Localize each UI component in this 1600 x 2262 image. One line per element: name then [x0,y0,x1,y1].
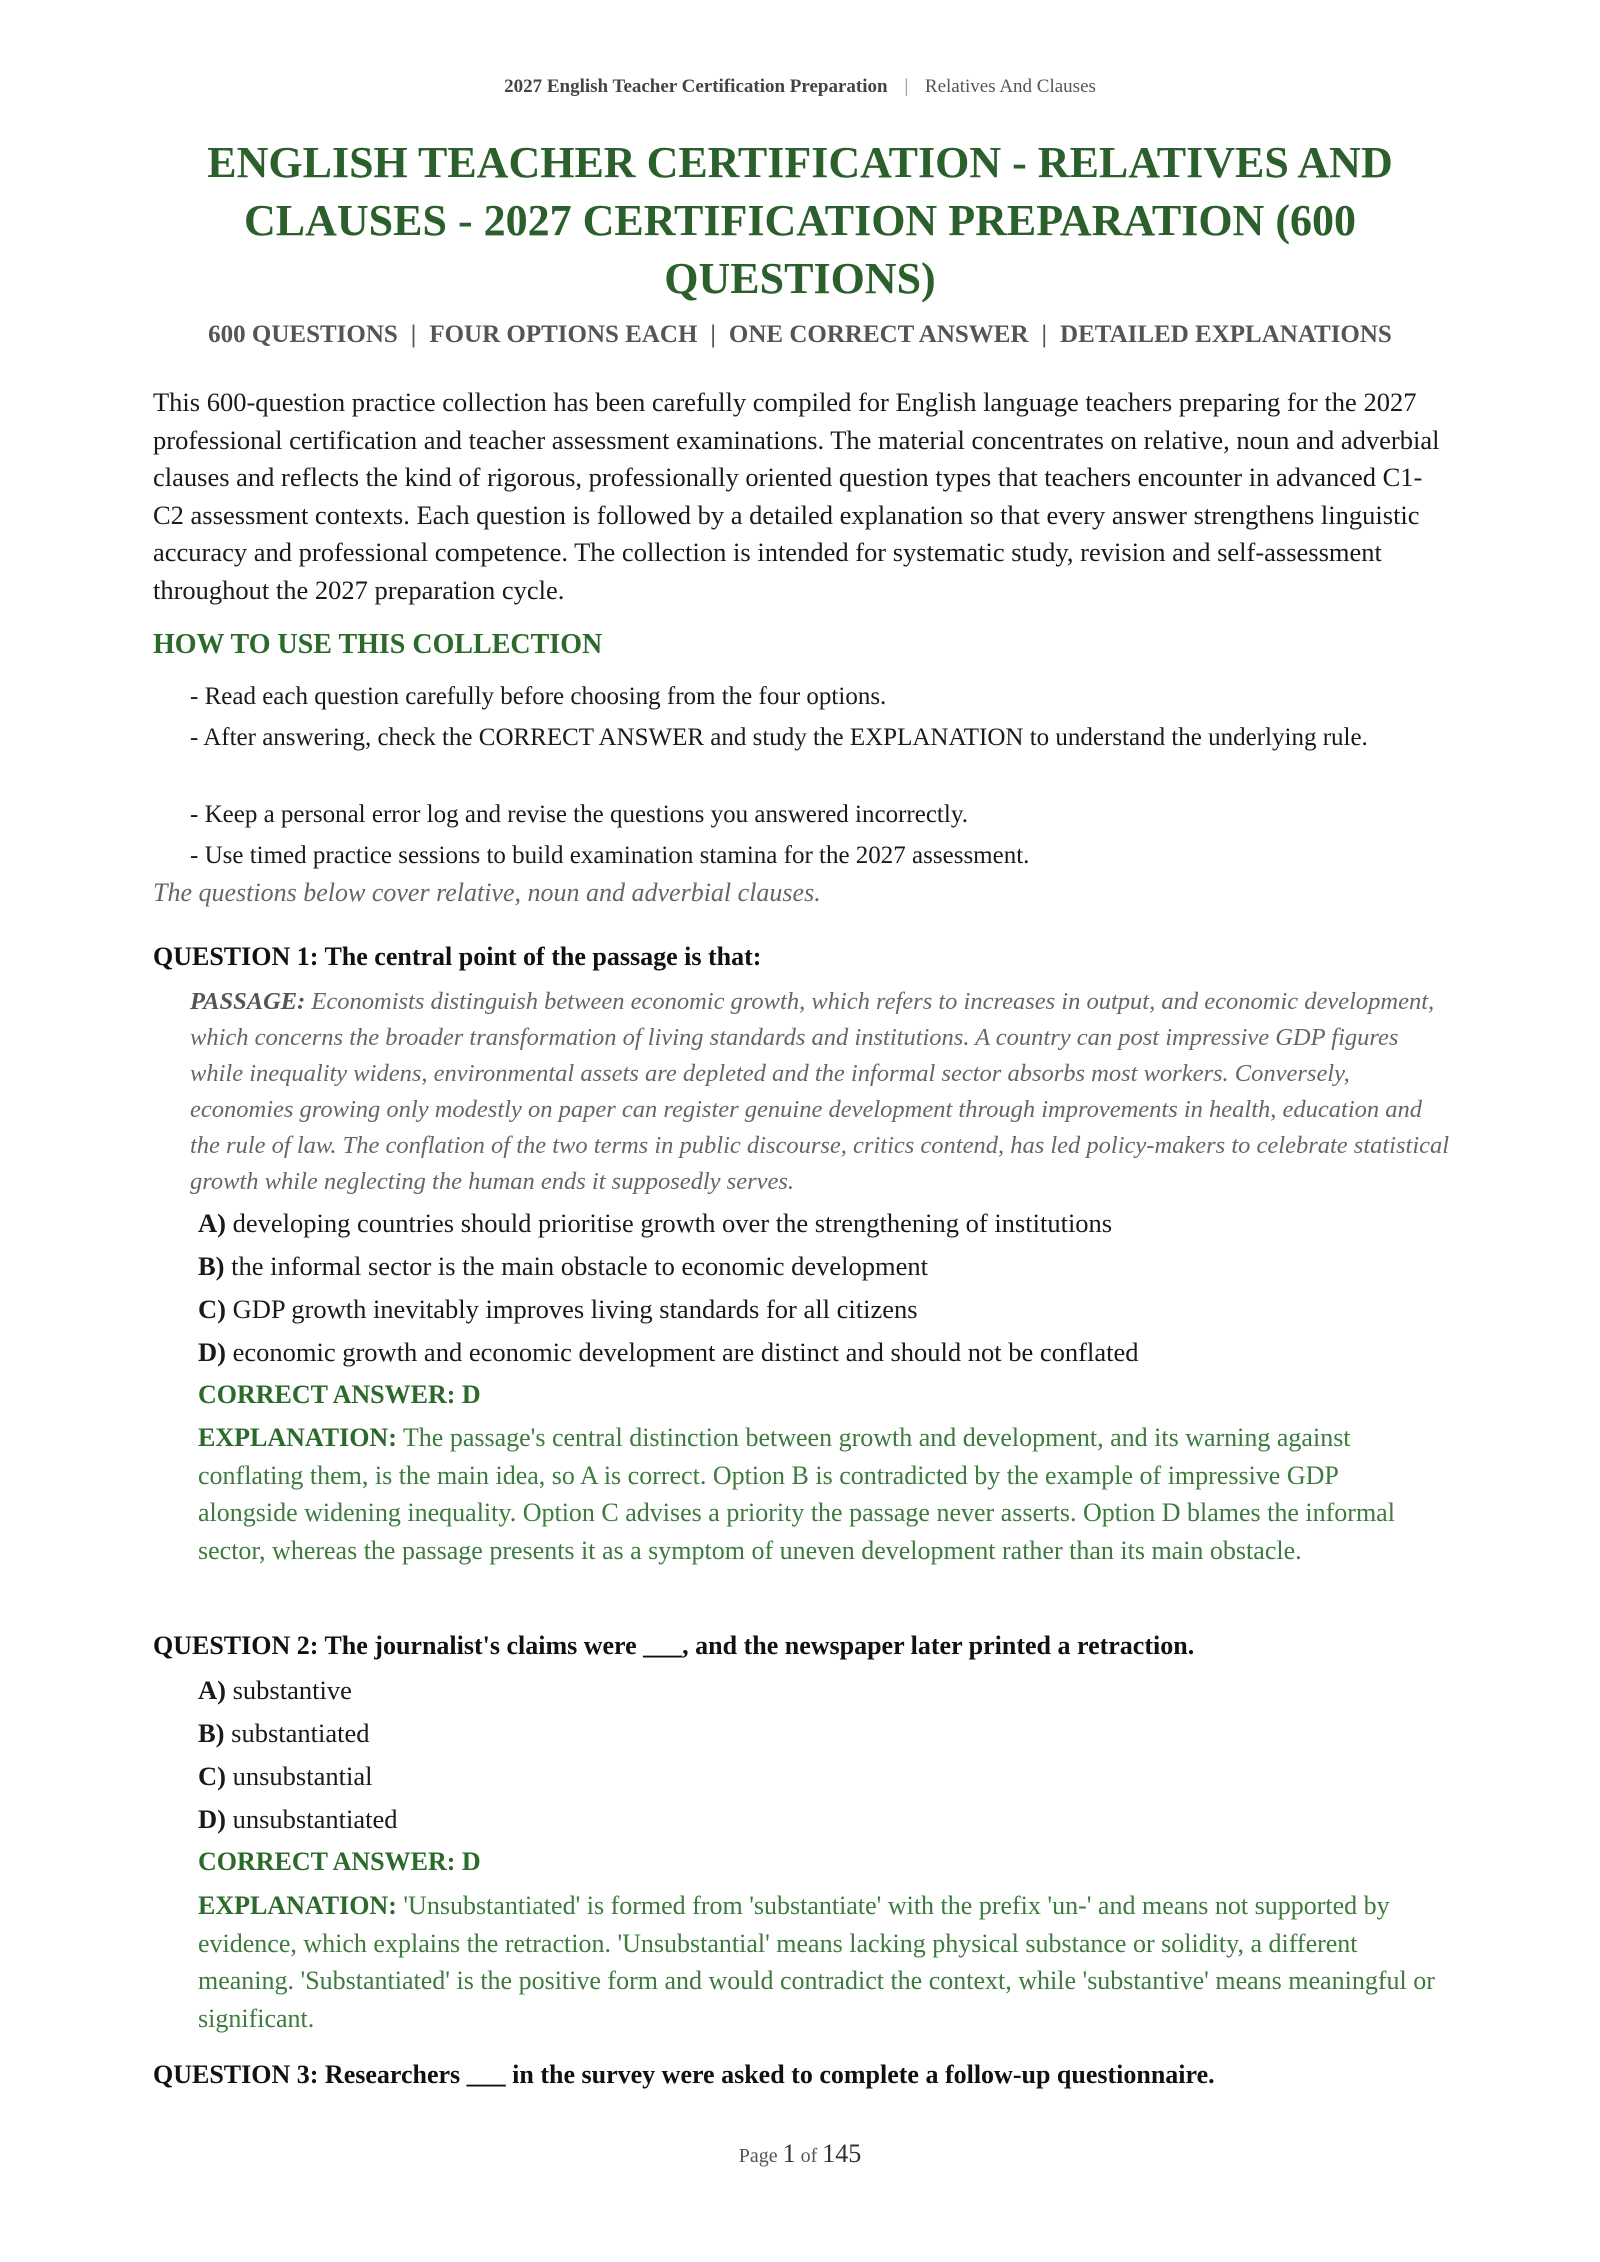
subheading-separator: | [710,321,716,348]
subheading-item: FOUR OPTIONS EACH [429,321,698,348]
subheading-item: 600 QUESTIONS [208,321,398,348]
option-letter: C) [198,1761,226,1791]
option-letter: D) [198,1337,226,1367]
question-1-title: QUESTION 1: The central point of the passage is that: [153,942,762,971]
question-2-title: QUESTION 2: The journalist's claims were ___, and the newspaper later printed a retraction. [153,1631,1195,1660]
question-2-option-d [198,1804,1438,1835]
option-letter: D) [198,1804,226,1834]
subheading-separator: | [1041,321,1048,348]
option-text: substantiated [231,1718,370,1748]
option-text: economic growth and economic development are distinct and should not be conflated [232,1337,1139,1367]
option-letter: A) [198,1208,226,1238]
explanation-text: 'Unsubstantiated' is formed from 'substantiate' with the prefix 'un-' and means not supported by evidence, which explains the retraction. 'Unsubstantial' means lacking physical substance or solidity, a different meaning. 'Substantiated' is the positive form and would contradict the context, while 'substantive' means meaningful or significant. [198,1891,1435,2033]
of-word: of [800,2145,818,2167]
how-to-item: - Read each question carefully before choosing from the four options. [190,683,887,710]
option-letter: B) [198,1251,225,1281]
option-text: developing countries should prioritise growth over the strengthening of institutions [232,1208,1113,1238]
option-text: unsubstantial [232,1761,373,1791]
question-2-correct-answer: CORRECT ANSWER: D [198,1847,481,1876]
question-2-option-b [198,1718,1438,1749]
question-1-option-c [198,1294,1438,1325]
running-header-title: 2027 English Teacher Certification Preparation [504,76,888,97]
question-1-option-d [198,1337,1438,1368]
subheading-separator: | [410,321,417,348]
running-header-separator: | [904,76,909,97]
explanation-label: EXPLANATION: [198,1423,397,1452]
question-1-correct-answer: CORRECT ANSWER: D [198,1380,481,1409]
question-2-explanation [198,1887,1443,2037]
subheading-item: DETAILED EXPLANATIONS [1060,321,1392,348]
question-3-title: QUESTION 3: Researchers ___ in the survey were asked to complete a follow-up questionnaire. [153,2060,1215,2089]
how-to-item: - After answering, check the CORRECT ANSWER and study the EXPLANATION to understand the underlying rule. [190,724,1368,751]
scope-note: The questions below cover relative, noun and adverbial clauses. [153,878,821,907]
intro-paragraph: This 600-question practice collection has been carefully compiled for English language teachers preparing for the 2027 professional certification and teacher assessment examinations. The material concentrates on relative, noun and adverbial clauses and reflects the kind of rigorous, professionally oriented question types that teachers encounter in advanced C1-C2 assessment contexts. Each question is followed by a detailed explanation so that every answer strengthens linguistic accuracy and professional competence. The collection is intended for systematic study, revision and self-assessment throughout the 2027 preparation cycle. [153,387,1440,605]
running-header-section: Relatives And Clauses [924,76,1096,97]
option-text: unsubstantiated [232,1804,398,1834]
running-header [0,76,1600,98]
page-number: 1 [782,2139,796,2168]
how-to-heading: HOW TO USE THIS COLLECTION [153,629,603,660]
question-1-explanation [198,1419,1443,1569]
document-title: ENGLISH TEACHER CERTIFICATION - RELATIVES AND CLAUSES - 2027 CERTIFICATION PREPARATION (600 QUESTIONS) [207,138,1393,303]
option-letter: A) [198,1675,226,1705]
passage-text: Economists distinguish between economic growth, which refers to increases in output, and economic development, which concerns the broader transformation of living standards and institutions. A country can post impressive GDP figures while inequality widens, environmental assets are depleted and the informal sector absorbs most workers. Conversely, economies growing only modestly on paper can register genuine development through improvements in health, education and the rule of law. The conflation of the two terms in public discourse, critics contend, has led policy-makers to celebrate statistical growth while neglecting the human ends it supposedly serves. [190,988,1450,1195]
how-to-item: - Keep a personal error log and revise the questions you answered incorrectly. [190,801,968,828]
explanation-label: EXPLANATION: [198,1891,397,1920]
question-1-option-a [198,1208,1438,1239]
subheading-item: ONE CORRECT ANSWER [728,321,1029,348]
option-letter: C) [198,1294,226,1324]
how-to-item: - Use timed practice sessions to build examination stamina for the 2027 assessment. [190,842,1030,869]
question-2-option-c [198,1761,1438,1792]
passage-label: PASSAGE: [190,988,306,1015]
question-1-passage [190,984,1450,1200]
question-2-option-a [198,1675,1438,1706]
page-word: Page [738,2145,778,2167]
document-subheading [150,321,1450,349]
option-text: substantive [232,1675,352,1705]
page-total: 145 [822,2139,862,2168]
question-1-option-b [198,1251,1438,1282]
option-text: the informal sector is the main obstacle to economic development [231,1251,929,1281]
option-letter: B) [198,1718,225,1748]
page-footer [0,2139,1600,2169]
explanation-text: The passage's central distinction between growth and development, and its warning against conflating them, is the main idea, so A is correct. Option B is contradicted by the example of impressive GDP alongside widening inequality. Option C advises a priority the passage never asserts. Option D blames the informal sector, whereas the passage presents it as a symptom of uneven development rather than its main obstacle. [198,1423,1395,1565]
option-text: GDP growth inevitably improves living standards for all citizens [232,1294,918,1324]
